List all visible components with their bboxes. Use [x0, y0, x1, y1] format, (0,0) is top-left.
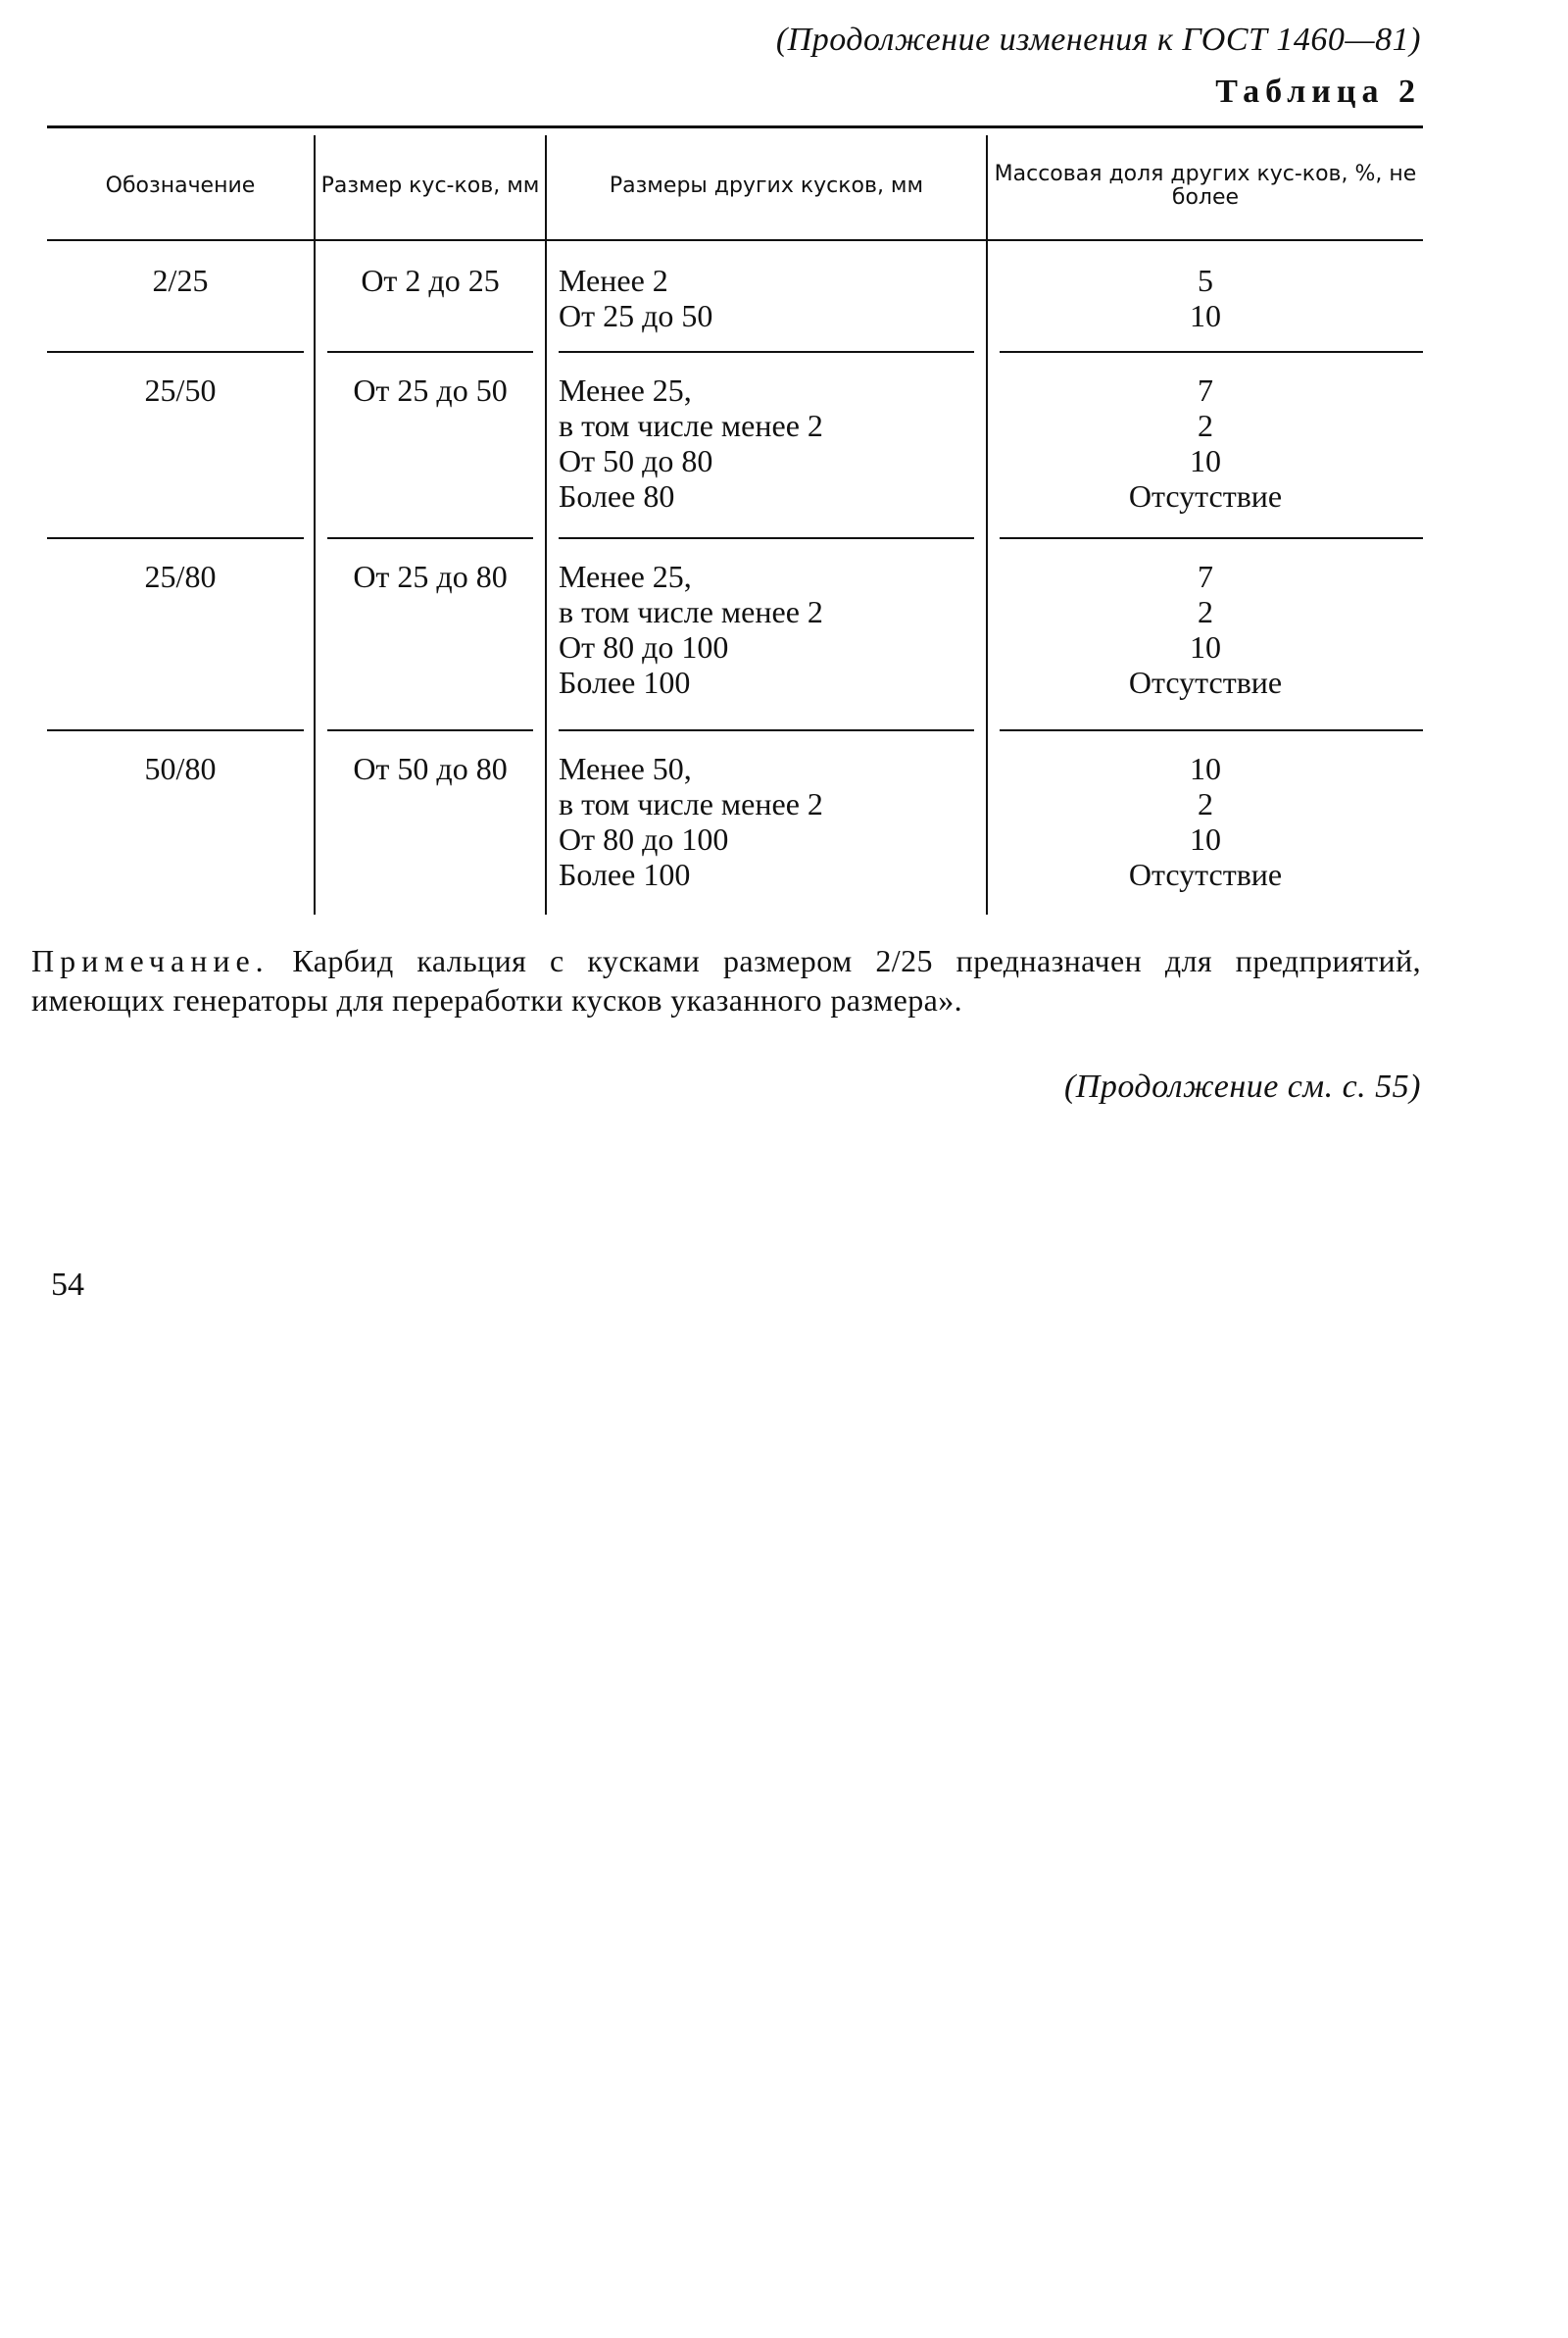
fraction-line: 2 — [1198, 408, 1213, 443]
cell-size: От 25 до 50 — [353, 373, 508, 408]
other-size-line: Более 100 — [559, 857, 691, 892]
fraction-line: 10 — [1190, 821, 1221, 857]
cell-other-sizes — [559, 373, 980, 514]
header-other-sizes: Размеры других кусков, мм — [609, 174, 924, 198]
cell-designation: 50/80 — [144, 751, 217, 786]
other-size-line: Менее 25, — [559, 373, 692, 408]
running-head: (Продолжение изменения к ГОСТ 1460—81) — [775, 22, 1421, 58]
fraction-line: 7 — [1198, 559, 1213, 594]
other-size-line: Менее 50, — [559, 751, 692, 786]
cell-other-sizes — [559, 559, 980, 700]
cell-size: От 25 до 80 — [353, 559, 508, 594]
cell-designation: 2/25 — [152, 263, 209, 298]
note-text: Карбид кальция с кусками размером 2/25 предназначен для предприятий, имеющих генераторы для переработки кусков указанного размера». — [31, 943, 1421, 1018]
cell-size: От 50 до 80 — [353, 751, 508, 786]
cell-size: От 2 до 25 — [361, 263, 500, 298]
table-label: Таблица 2 — [1215, 74, 1421, 110]
cell-mass-fraction — [988, 751, 1423, 892]
table-note — [31, 941, 1421, 1020]
fraction-line: 10 — [1190, 751, 1221, 786]
cell-mass-fraction — [988, 373, 1423, 514]
fraction-line: 5 — [1198, 263, 1213, 298]
fraction-line: 2 — [1198, 786, 1213, 821]
fraction-line: 10 — [1190, 629, 1221, 665]
table-top-rule — [47, 125, 1423, 128]
other-size-line: От 25 до 50 — [559, 298, 713, 333]
cell-other-sizes — [559, 263, 980, 333]
other-size-line: От 80 до 100 — [559, 821, 729, 857]
table-row — [47, 241, 1423, 351]
other-size-line: Более 80 — [559, 478, 675, 514]
cell-designation: 25/80 — [144, 559, 217, 594]
page-number: 54 — [51, 1267, 84, 1303]
fraction-line: Отсутствие — [1128, 665, 1283, 700]
table-row — [47, 351, 1423, 537]
other-size-line: в том числе менее 2 — [559, 594, 823, 629]
header-mass-fraction: Массовая доля других кус-ков, %, не более — [994, 162, 1417, 210]
other-size-line: От 50 до 80 — [559, 443, 713, 478]
fraction-line: 10 — [1190, 443, 1221, 478]
size-table — [47, 125, 1423, 915]
table-row — [47, 729, 1423, 915]
header-piece-size: Размер кус-ков, мм — [320, 174, 540, 198]
continued-notice: (Продолжение см. с. 55) — [1063, 1069, 1421, 1105]
other-size-line: в том числе менее 2 — [559, 408, 823, 443]
cell-other-sizes — [559, 751, 980, 892]
cell-designation: 25/50 — [144, 373, 217, 408]
other-size-line: в том числе менее 2 — [559, 786, 823, 821]
fraction-line: 2 — [1198, 594, 1213, 629]
fraction-line: Отсутствие — [1128, 857, 1283, 892]
header-designation: Обозначение — [105, 174, 256, 198]
other-size-line: Менее 2 — [559, 263, 668, 298]
other-size-line: От 80 до 100 — [559, 629, 729, 665]
fraction-line: 7 — [1198, 373, 1213, 408]
cell-mass-fraction — [988, 263, 1423, 333]
note-label: Примечание. — [31, 943, 270, 978]
fraction-line: 10 — [1190, 298, 1221, 333]
fraction-line: Отсутствие — [1128, 478, 1283, 514]
other-size-line: Более 100 — [559, 665, 691, 700]
other-size-line: Менее 25, — [559, 559, 692, 594]
cell-mass-fraction — [988, 559, 1423, 700]
table-row — [47, 537, 1423, 729]
